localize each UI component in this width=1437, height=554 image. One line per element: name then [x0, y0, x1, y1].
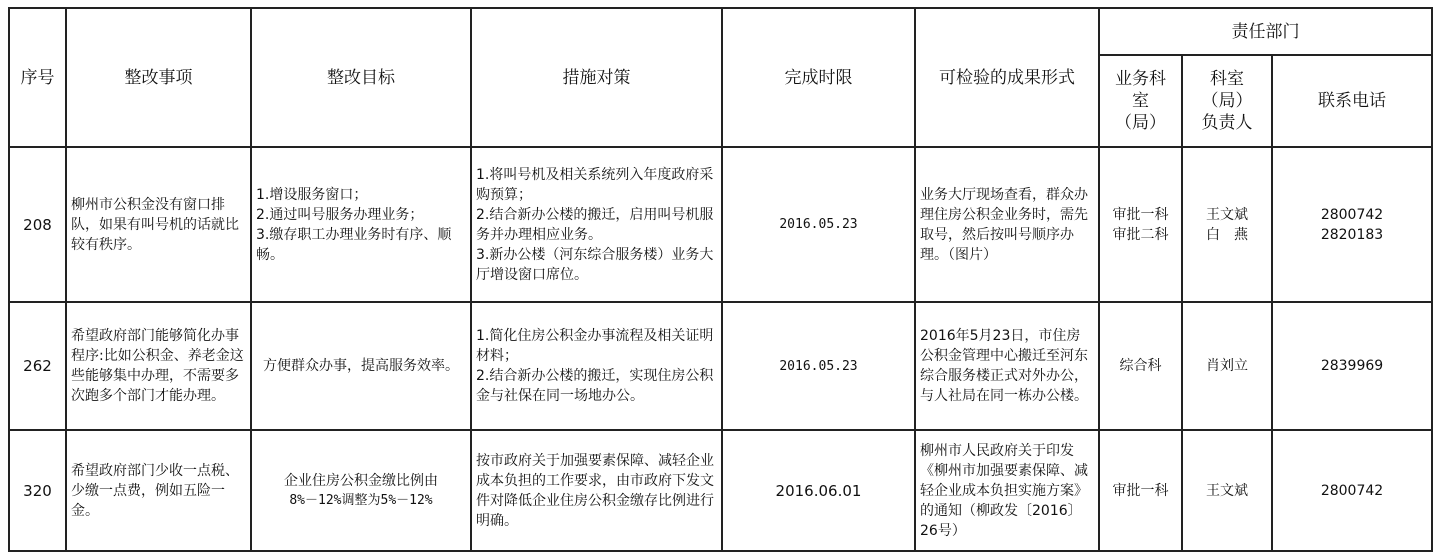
cell-measures	[471, 430, 722, 551]
table-row	[9, 430, 1432, 551]
cell-goal	[251, 430, 471, 551]
cell-item: 希望政府部门能够简化办事程序:比如公积金、养老金这些能够集中办理，不需要多次跑多个部门才能办理。	[66, 302, 251, 430]
goal-line: 企业住房公积金缴比例由	[284, 472, 438, 489]
header-dept-head-line: 负责人	[1201, 113, 1253, 133]
cell-phone	[1272, 147, 1432, 302]
header-goal: 整改目标	[251, 8, 471, 147]
section-line: 审批二科	[1112, 226, 1169, 243]
cell-seq: 208	[9, 147, 66, 302]
header-item: 整改事项	[66, 8, 251, 147]
cell-deadline: 2016.05.23	[722, 302, 915, 430]
header-seq: 序号	[9, 8, 66, 147]
cell-seq: 320	[9, 430, 66, 551]
section-line: 审批一科	[1112, 206, 1169, 223]
measure-line: 2.结合新办公楼的搬迁，实现住房公积金与社保在同一场地办公。	[476, 368, 714, 404]
cell-measures	[471, 302, 722, 430]
header-dept-head-line: （局）	[1201, 91, 1253, 111]
cell-deadline: 2016.05.23	[722, 147, 915, 302]
cell-result: 业务大厅现场查看，群众办理住房公积金业务时，需先取号，然后按叫号顺序办理。（图片）	[915, 147, 1099, 302]
rectification-table	[8, 7, 1433, 552]
section-line: 综合科	[1119, 358, 1162, 374]
measure-line: 3.新办公楼（河东综合服务楼）业务大厅增设窗口席位。	[476, 246, 714, 283]
header-phone: 联系电话	[1272, 55, 1432, 147]
cell-goal	[251, 302, 471, 430]
cell-dept-head	[1182, 430, 1272, 551]
head-line: 肖刘立	[1206, 358, 1248, 374]
header-measures: 措施对策	[471, 8, 722, 147]
header-deadline: 完成时限	[722, 8, 915, 147]
measure-line: 1.简化住房公积金办事流程及相关证明材料；	[476, 328, 714, 364]
cell-phone	[1272, 430, 1432, 551]
cell-item: 柳州市公积金没有窗口排队，如果有叫号机的话就比较有秩序。	[66, 147, 251, 302]
goal-line: 1.增设服务窗口；	[256, 186, 368, 203]
phone-line: 2839969	[1320, 358, 1384, 374]
head-line: 白 燕	[1206, 226, 1248, 243]
header-dept-section	[1099, 55, 1182, 147]
phone-line: 2820183	[1320, 226, 1384, 243]
cell-dept-head	[1182, 302, 1272, 430]
header-row-1	[9, 8, 1432, 55]
cell-item: 希望政府部门少收一点税、少缴一点费，例如五险一金。	[66, 430, 251, 551]
cell-seq: 262	[9, 302, 66, 430]
cell-dept-section	[1099, 147, 1182, 302]
cell-dept-head	[1182, 147, 1272, 302]
phone-line: 2800742	[1320, 482, 1384, 499]
head-line: 王文斌	[1206, 206, 1248, 223]
cell-result: 2016年5月23日，市住房公积金管理中心搬迁至河东综合服务楼正式对外办公，与人社局在同一栋办公楼。	[915, 302, 1099, 430]
header-dept-head	[1182, 55, 1272, 147]
header-dept-section-line: 室	[1132, 91, 1149, 111]
goal-line: 2.通过叫号服务办理业务；	[256, 206, 424, 223]
goal-line: 8%－12%调整为5%－12%	[289, 492, 433, 508]
table-row	[9, 302, 1432, 430]
header-dept-section-line: （局）	[1115, 113, 1166, 133]
header-dept-group: 责任部门	[1099, 8, 1432, 55]
section-line: 审批一科	[1112, 482, 1169, 499]
phone-line: 2800742	[1320, 206, 1384, 223]
head-line: 王文斌	[1206, 482, 1248, 499]
table-row	[9, 147, 1432, 302]
cell-goal	[251, 147, 471, 302]
measure-line: 1.将叫号机及相关系统列入年度政府采购预算；	[476, 166, 714, 203]
cell-deadline: 2016.06.01	[722, 430, 915, 551]
measure-line: 2.结合新办公楼的搬迁，启用叫号机服务并办理相应业务。	[476, 206, 714, 243]
cell-phone	[1272, 302, 1432, 430]
goal-line: 方便群众办事，提高服务效率。	[263, 358, 459, 374]
header-dept-section-line: 业务科	[1115, 69, 1166, 89]
cell-result: 柳州市人民政府关于印发《柳州市加强要素保障、减轻企业成本负担实施方案》的通知（柳政发〔2016〕26号）	[915, 430, 1099, 551]
cell-dept-section	[1099, 430, 1182, 551]
cell-dept-section	[1099, 302, 1182, 430]
goal-line: 3.缴存职工办理业务时有序、顺畅。	[256, 226, 452, 263]
cell-measures	[471, 147, 722, 302]
header-dept-head-line: 科室	[1210, 69, 1244, 89]
measure-line: 按市政府关于加强要素保障、减轻企业成本负担的工作要求，由市政府下发文件对降低企业住房公积金缴存比例进行明确。	[476, 452, 714, 529]
header-result: 可检验的成果形式	[915, 8, 1099, 147]
